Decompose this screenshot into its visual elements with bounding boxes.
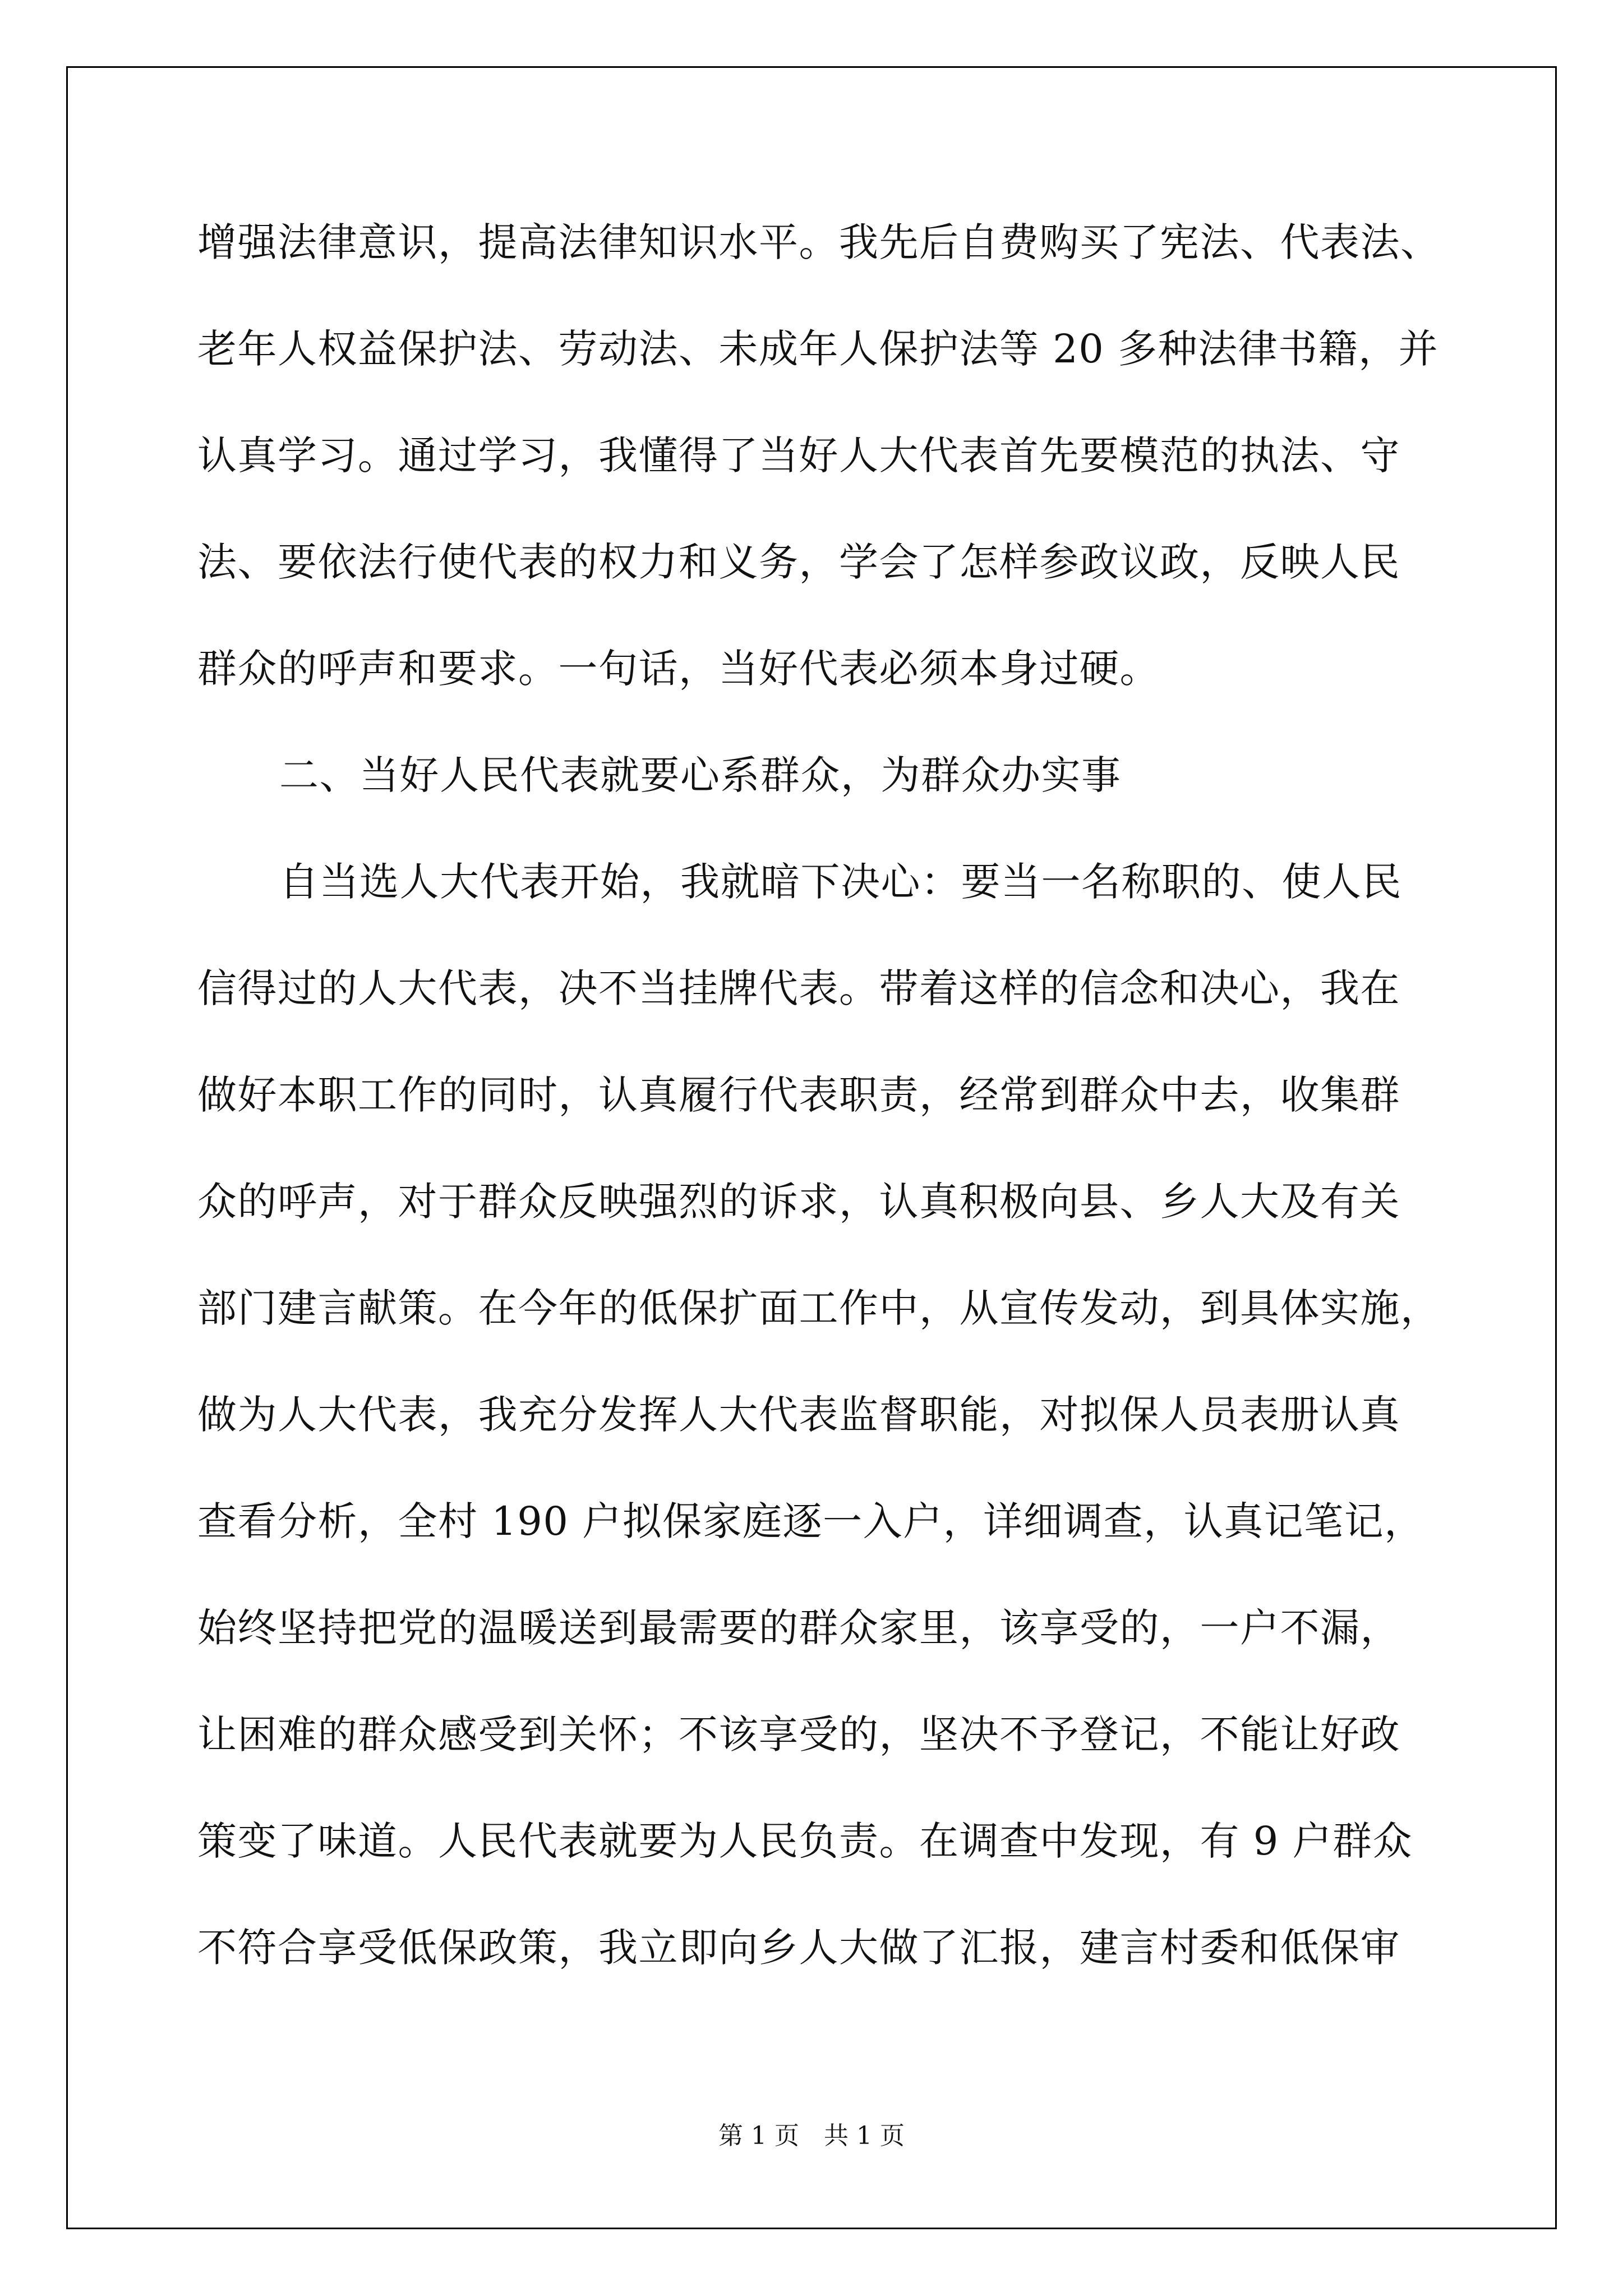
text-line-15: 让困难的群众感受到关怀；不该享受的，坚决不予登记，不能让好政 [197, 1711, 1400, 1757]
text-line-17: 不符合享受低保政策，我立即向乡人大做了汇报，建言村委和低保审 [197, 1925, 1400, 1971]
text-line-7: 自当选人大代表开始，我就暗下决心：要当一名称职的、使人民 [279, 859, 1402, 905]
text-line-9: 做好本职工作的同时，认真履行代表职责，经常到群众中去，收集群 [197, 1072, 1400, 1118]
text-line-3: 认真学习。通过学习，我懂得了当好人大代表首先要模范的执法、守 [197, 432, 1400, 478]
text-line-8: 信得过的人大代表，决不当挂牌代表。带着这样的信念和决心，我在 [197, 965, 1400, 1011]
text-line-1: 增强法律意识，提高法律知识水平。我先后自费购买了宪法、代表法、 [197, 219, 1441, 265]
text-line-2: 老年人权益保护法、劳动法、未成年人保护法等 20 多种法律书籍，并 [197, 326, 1439, 372]
text-line-11: 部门建言献策。在今年的低保扩面工作中，从宣传发动，到具体实施， [197, 1285, 1441, 1331]
section-heading: 二、当好人民代表就要心系群众，为群众办实事 [279, 752, 1122, 798]
document-body [197, 209, 1439, 2021]
text-line-13: 查看分析，全村 190 户拟保家庭逐一入户，详细调查，认真记笔记， [197, 1498, 1424, 1544]
text-line-16: 策变了味道。人民代表就要为人民负责。在调查中发现，有 9 户群众 [197, 1818, 1413, 1864]
page-footer [0, 2119, 1623, 2153]
text-line-12: 做为人大代表，我充分发挥人大代表监督职能，对拟保人员表册认真 [197, 1392, 1400, 1438]
text-line-4: 法、要依法行使代表的权力和义务，学会了怎样参政议政，反映人民 [197, 539, 1400, 585]
text-line-10: 众的呼声，对于群众反映强烈的诉求，认真积极向县、乡人大及有关 [197, 1179, 1400, 1225]
text-line-14: 始终坚持把党的温暖送到最需要的群众家里，该享受的，一户不漏， [197, 1605, 1400, 1651]
page-number: 第 1 页 [718, 2122, 799, 2150]
page-total: 共 1 页 [824, 2122, 905, 2150]
text-line-5: 群众的呼声和要求。一句话，当好代表必须本身过硬。 [197, 646, 1160, 692]
